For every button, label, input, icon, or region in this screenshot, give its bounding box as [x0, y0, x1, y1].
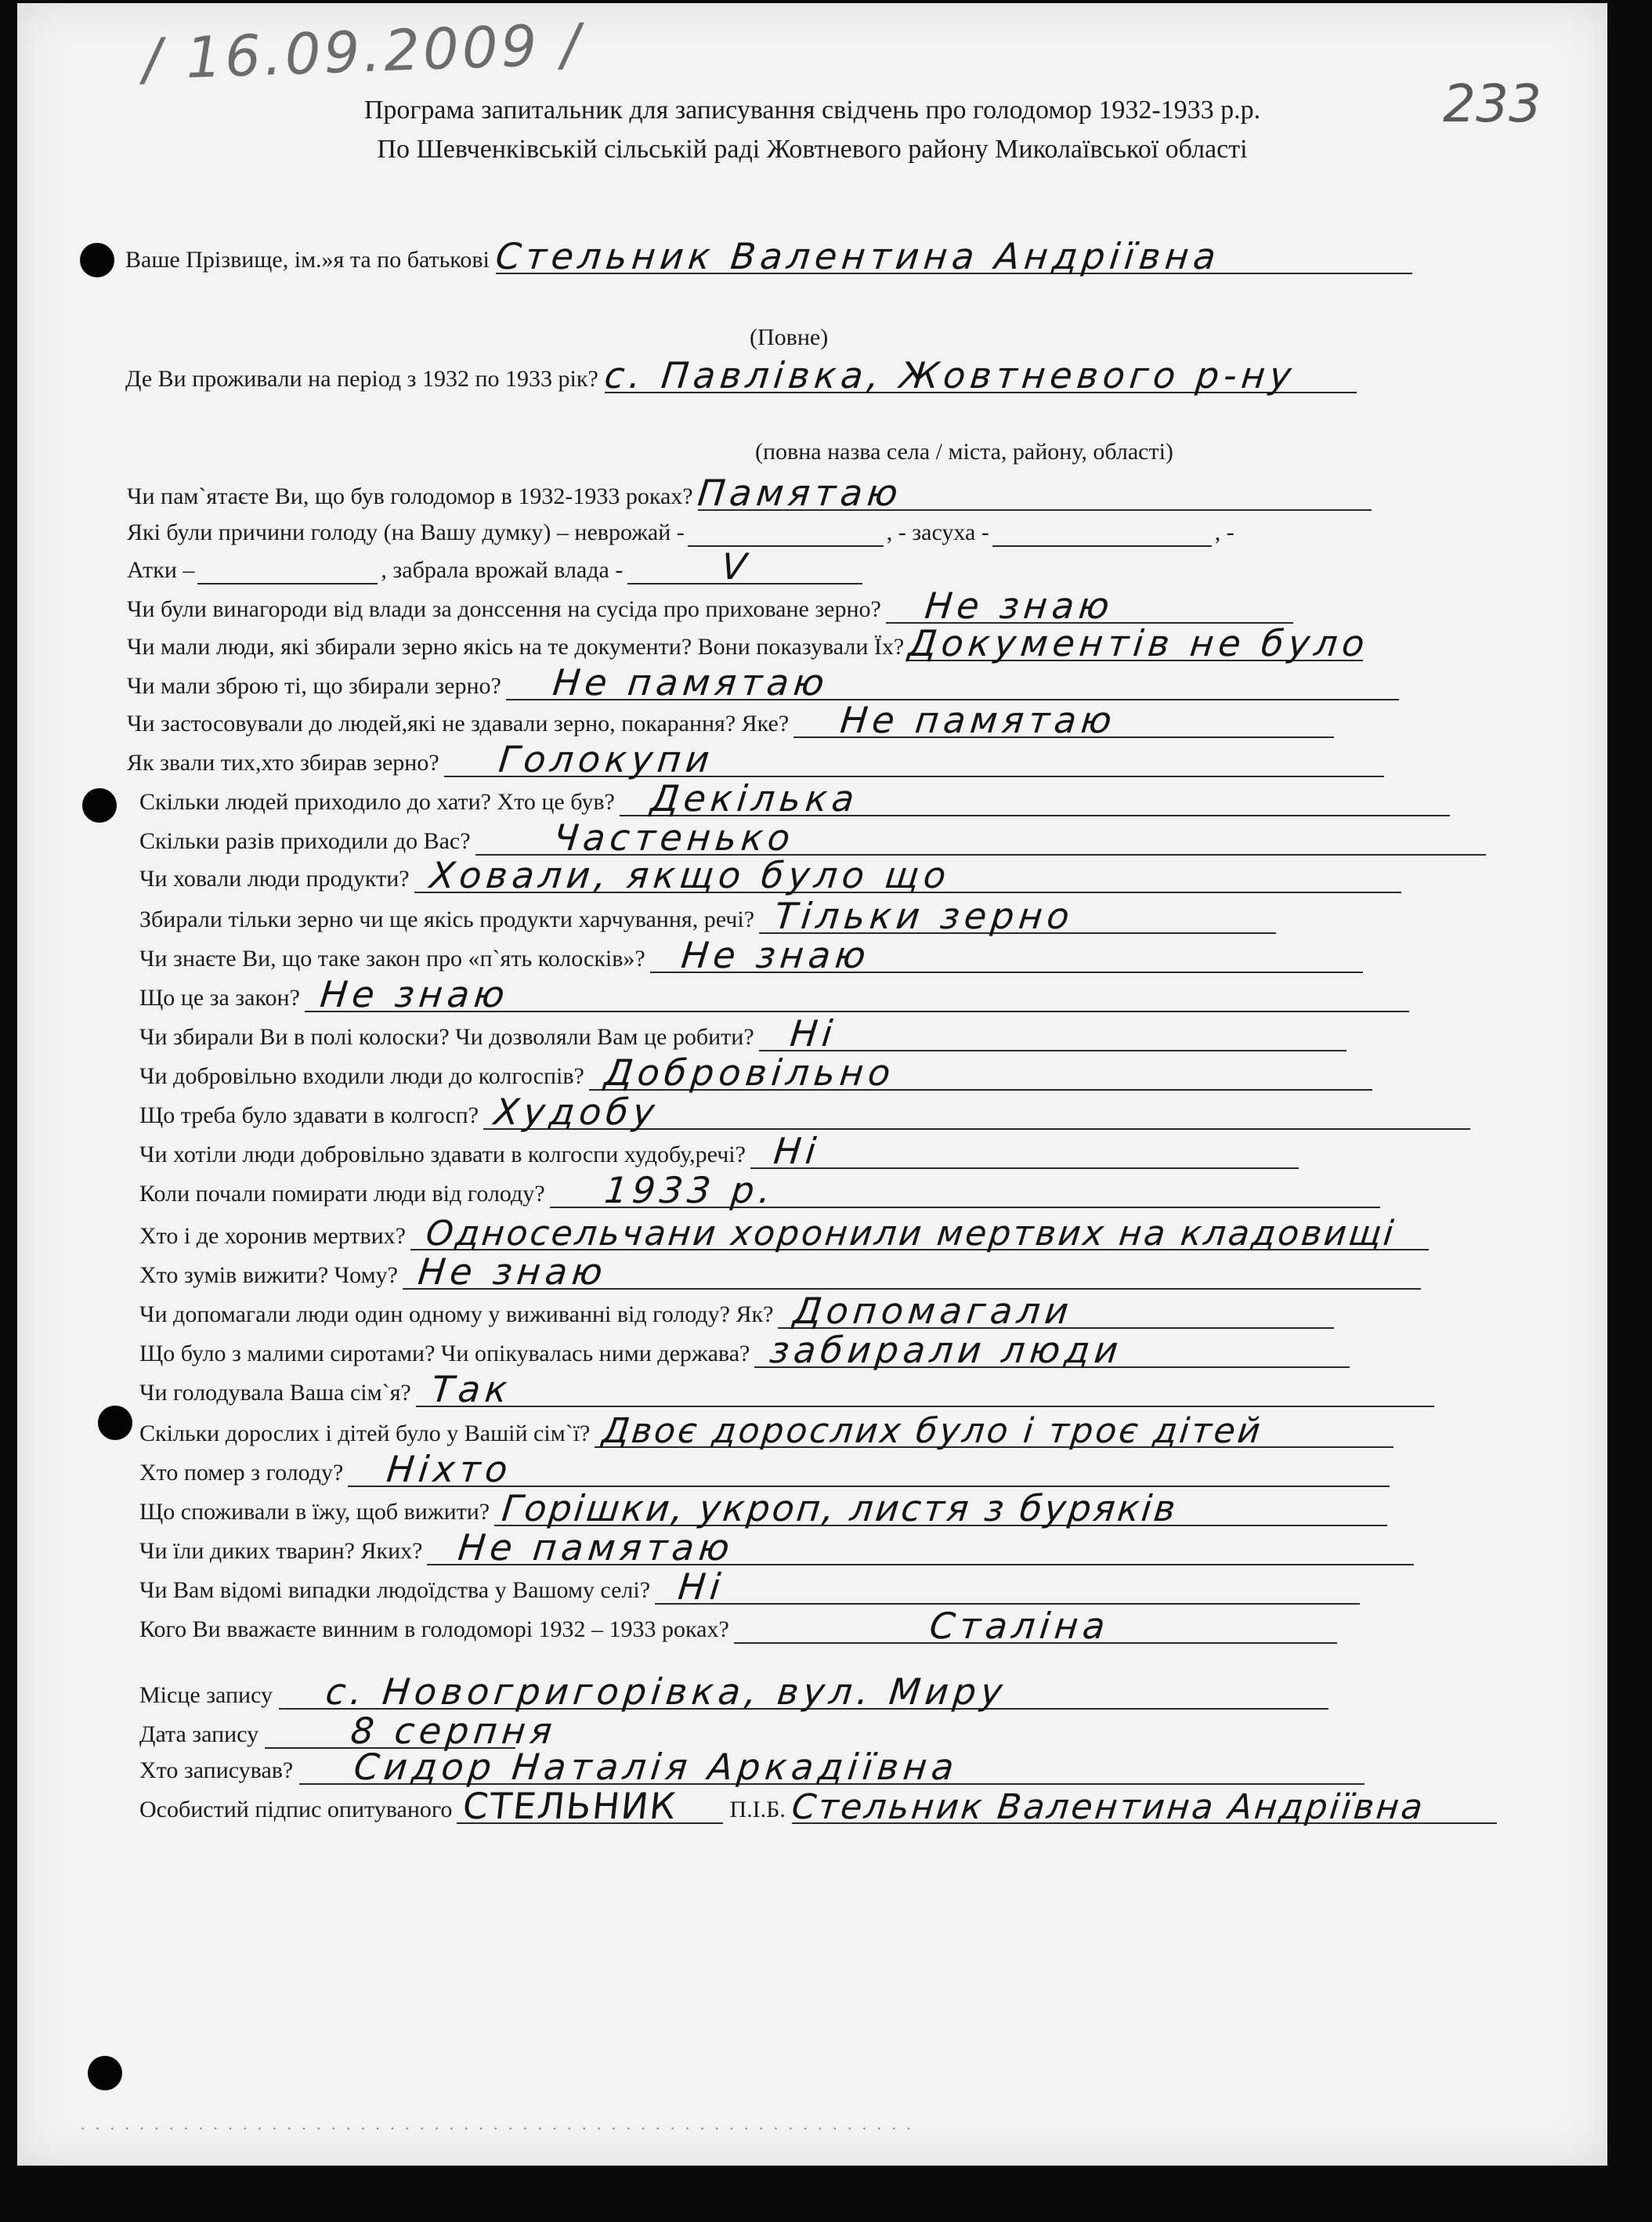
answer-line	[416, 1368, 1434, 1410]
field-row	[139, 1448, 1390, 1490]
field-row	[139, 1487, 1387, 1529]
field-row	[139, 1091, 1470, 1133]
handwritten-answer: Не памятаю	[550, 661, 831, 704]
punch-hole-icon	[98, 1406, 132, 1440]
question-label: Коли почали помирати люди від голоду?	[139, 1181, 545, 1207]
record-signature-label: Особистий підпис опитуваного	[139, 1797, 453, 1822]
question-label: , -	[1214, 519, 1234, 545]
handwritten-answer: Памятаю	[695, 472, 905, 514]
answer-line	[427, 1526, 1414, 1569]
field-row	[139, 1290, 1334, 1332]
answer-line	[778, 1290, 1334, 1332]
page-number: 233	[1443, 74, 1542, 134]
answer-line	[695, 472, 1372, 514]
answer-line	[457, 1785, 723, 1827]
handwritten-answer: Декілька	[648, 777, 861, 820]
field-row	[139, 1051, 1372, 1094]
field-row	[139, 1130, 1299, 1172]
answer-line	[279, 1670, 1328, 1713]
question-label: Атки –	[127, 557, 195, 583]
field-row	[139, 1526, 1414, 1569]
record-who-row	[139, 1746, 1365, 1788]
question-label: Чи збирали Ви в полі колоски? Чи дозволяли Вам це робити?	[139, 1024, 754, 1050]
causes-row	[127, 509, 1234, 547]
record-signature-row	[139, 1785, 1497, 1827]
punch-hole-icon	[82, 788, 117, 823]
field-row	[127, 622, 1372, 664]
question-label: Скільки дорослих і дітей було у Вашій сім`ї?	[139, 1420, 591, 1446]
field-row	[139, 1605, 1337, 1647]
answer-line	[750, 1130, 1299, 1172]
answer-line	[444, 738, 1384, 780]
handwritten-answer: Односельчани хоронили мертвих на кладовищі	[424, 1214, 1398, 1254]
question-label: Скільки разів приходили до Вас?	[139, 828, 471, 854]
record-place-row	[139, 1670, 1328, 1713]
question-label: Що споживали в їжу, щоб вижити?	[139, 1499, 490, 1525]
question-label: Чи знаєте Ви, що таке закон про «п`ять колосків»?	[139, 946, 645, 972]
question-label: Що це за закон?	[139, 985, 300, 1011]
field-row	[139, 1250, 1421, 1293]
question-label: Що було з малими сиротами? Чи опікувалась ними держава?	[139, 1341, 750, 1366]
question-label: Хто помер з голоду?	[139, 1460, 344, 1486]
field-row	[127, 472, 1372, 514]
answer-line	[265, 1710, 559, 1752]
question-label: Чи допомагали люди один одному у виживанні від голоду? Як?	[139, 1301, 774, 1327]
blank-line	[197, 556, 378, 584]
answer-line	[348, 1448, 1390, 1490]
answer-line	[595, 1411, 1394, 1451]
check-mark: V	[719, 545, 754, 588]
handwritten-answer: с. Павлівка, Жовтневого р-ну	[602, 354, 1298, 396]
question-label: Чи Вам відомі випадки людоїдства у Вашому селі?	[139, 1577, 651, 1603]
question-label: Хто зумів вижити? Чому?	[139, 1262, 398, 1288]
record-who-label: Хто записував?	[139, 1757, 294, 1783]
handwritten-answer: Ні	[772, 1130, 823, 1172]
field-row	[127, 699, 1334, 741]
answer-line	[627, 545, 862, 588]
handwritten-answer: Добровільно	[602, 1051, 898, 1094]
answer-line	[410, 1214, 1429, 1254]
answer-line	[886, 584, 1293, 627]
handwritten-answer: Стельник Валентина Андріївна	[790, 1787, 1427, 1827]
punch-hole-icon	[80, 243, 114, 277]
answer-line	[483, 1091, 1470, 1133]
question-label: Скільки людей приходило до хати? Хто це був?	[139, 789, 615, 815]
answer-line	[655, 1565, 1360, 1608]
handwritten-answer: Документів не було	[906, 622, 1372, 664]
question-label: Чи мали зброю ті, що збирали зерно?	[127, 673, 501, 699]
document-page	[17, 3, 1607, 2166]
blank-line	[992, 519, 1212, 547]
handwritten-answer: 8 серпня	[349, 1710, 559, 1752]
handwritten-answer: 1933 р.	[602, 1169, 777, 1211]
field-row	[139, 1169, 1380, 1211]
pib-label: П.І.Б.	[729, 1797, 786, 1822]
question-label: Чи добровільно входили люди до колгоспів?	[139, 1063, 584, 1089]
record-date-label: Дата запису	[139, 1721, 259, 1747]
question-label: Як звали тих,хто збирав зерно?	[127, 750, 439, 776]
record-date-row	[139, 1710, 559, 1752]
answer-line	[754, 1329, 1350, 1371]
question-label: Чи були винагороди від влади за донссення на сусіда про приховане зерно?	[127, 596, 881, 622]
punch-hole-icon	[88, 2056, 122, 2090]
field-row	[139, 816, 1486, 859]
handwritten-answer: Ховали, якщо було що	[427, 854, 953, 896]
handwritten-date: / 16.09.2009 /	[141, 11, 584, 92]
field-row	[125, 354, 1357, 396]
handwritten-answer: Не знаю	[923, 584, 1116, 627]
field-row	[125, 235, 1412, 277]
handwritten-answer: забирали люди	[768, 1329, 1126, 1371]
document-subtitle: По Шевченківській сільській раді Жовтневого району Миколаївської області	[377, 135, 1248, 164]
handwritten-answer: Двоє дорослих було і троє дітей	[600, 1411, 1265, 1451]
question-label: Збирали тільки зерно чи ще якісь продукти харчування, речі?	[139, 907, 755, 932]
causes-row	[127, 545, 862, 588]
field-row	[139, 1565, 1360, 1608]
question-label: Ваше Прізвище, ім.»я та по батькові	[125, 247, 490, 273]
field-row	[139, 777, 1450, 820]
answer-line	[299, 1746, 1365, 1788]
field-row	[139, 1368, 1434, 1410]
answer-line	[650, 934, 1363, 976]
field-row	[139, 973, 1409, 1015]
answer-line	[403, 1250, 1421, 1293]
signature: СТЕЛЬНИК	[461, 1785, 680, 1827]
location-hint: (повна назва села / міста, району, області)	[755, 439, 1173, 465]
handwritten-answer: с. Новогригорівка, вул. Миру	[324, 1670, 1010, 1713]
answer-line	[305, 973, 1409, 1015]
question-label: Чи голодувала Ваша сім`я?	[139, 1380, 411, 1406]
answer-line	[602, 354, 1357, 396]
answer-line	[494, 1487, 1387, 1529]
question-label: , забрала врожай влада -	[381, 557, 624, 583]
handwritten-answer: Сталіна	[927, 1605, 1112, 1647]
field-row	[139, 1329, 1350, 1371]
answer-line	[506, 661, 1399, 704]
answer-line	[414, 854, 1401, 896]
field-row	[139, 1012, 1347, 1055]
handwritten-answer: Ніхто	[385, 1448, 515, 1490]
field-row	[127, 738, 1384, 780]
field-row	[127, 584, 1293, 627]
handwritten-answer: Не знаю	[416, 1250, 609, 1293]
handwritten-answer: Не памятаю	[456, 1526, 737, 1569]
question-label: Чи мали люди, які збирали зерно якісь на те документи? Вони показували Їх?	[127, 634, 905, 660]
question-label: Чи ховали люди продукти?	[139, 866, 410, 892]
field-row	[139, 1213, 1429, 1254]
answer-line	[493, 235, 1412, 277]
field-row	[127, 661, 1399, 704]
answer-line	[550, 1169, 1380, 1211]
question-label: Чи пам`ятаєте Ви, що був голодомор в 1932-1933 роках?	[127, 483, 693, 509]
handwritten-answer: Не знаю	[318, 973, 512, 1015]
answer-line	[475, 816, 1486, 859]
question-label: Які були причини голоду (на Вашу думку) – неврожай -	[127, 519, 685, 545]
field-row	[139, 895, 1276, 937]
handwritten-answer: Сидор Наталія Аркадіївна	[352, 1746, 961, 1788]
question-label: , - засуха -	[886, 519, 989, 545]
handwritten-answer: Ні	[787, 1012, 839, 1055]
handwritten-answer: Не знаю	[678, 934, 873, 976]
answer-line	[793, 699, 1334, 741]
field-row	[139, 1410, 1394, 1451]
handwritten-answer: Допомагали	[791, 1290, 1076, 1332]
document-title: Програма запитальник для записування свідчень про голодомор 1932-1933 р.р.	[363, 96, 1261, 125]
answer-line	[906, 622, 1372, 664]
answer-line	[620, 777, 1450, 820]
question-label: Чи їли диких тварин? Яких?	[139, 1538, 423, 1564]
handwritten-answer: Тільки зерно	[772, 895, 1076, 937]
answer-line	[759, 1012, 1347, 1055]
answer-line	[759, 895, 1276, 937]
handwritten-answer: Так	[428, 1368, 514, 1410]
answer-line	[790, 1787, 1497, 1827]
handwritten-answer: Ні	[676, 1565, 728, 1608]
question-label: Де Ви проживали на період з 1932 по 1933 рік?	[125, 366, 598, 392]
handwritten-answer: Голокупи	[496, 738, 716, 780]
question-label: Чи хотіли люди добровільно здавати в колгоспи худобу,речі?	[139, 1142, 746, 1167]
field-row	[139, 934, 1363, 976]
answer-line	[589, 1051, 1372, 1094]
answer-line	[734, 1605, 1337, 1647]
handwritten-answer: Горішки, укроп, листя з буряків	[500, 1487, 1180, 1529]
handwritten-answer: Стельник Валентина Андріївна	[493, 235, 1223, 277]
question-label: Що треба було здавати в колгосп?	[139, 1102, 479, 1128]
question-label: Чи застосовували до людей,які не здавали зерно, покарання? Яке?	[127, 711, 790, 736]
handwritten-answer: Частенько	[551, 816, 797, 859]
handwritten-answer: Худобу	[492, 1091, 662, 1133]
note-povne: (Повне)	[750, 324, 829, 350]
field-row	[139, 854, 1401, 896]
record-place-label: Місце запису	[139, 1682, 273, 1708]
faded-bleed-through-text: · · · · · · · · · · · · · · · · · · · · · · · · · · · · · · · · · · · · · · · · · · · · · · · · · · · · · · · · ·	[80, 2119, 914, 2138]
handwritten-answer: Не памятаю	[838, 699, 1119, 741]
blank-line	[688, 519, 884, 547]
question-label: Кого Ви вважаєте винним в голодоморі 1932 – 1933 роках?	[139, 1616, 729, 1642]
question-label: Хто і де хоронив мертвих?	[139, 1223, 406, 1249]
